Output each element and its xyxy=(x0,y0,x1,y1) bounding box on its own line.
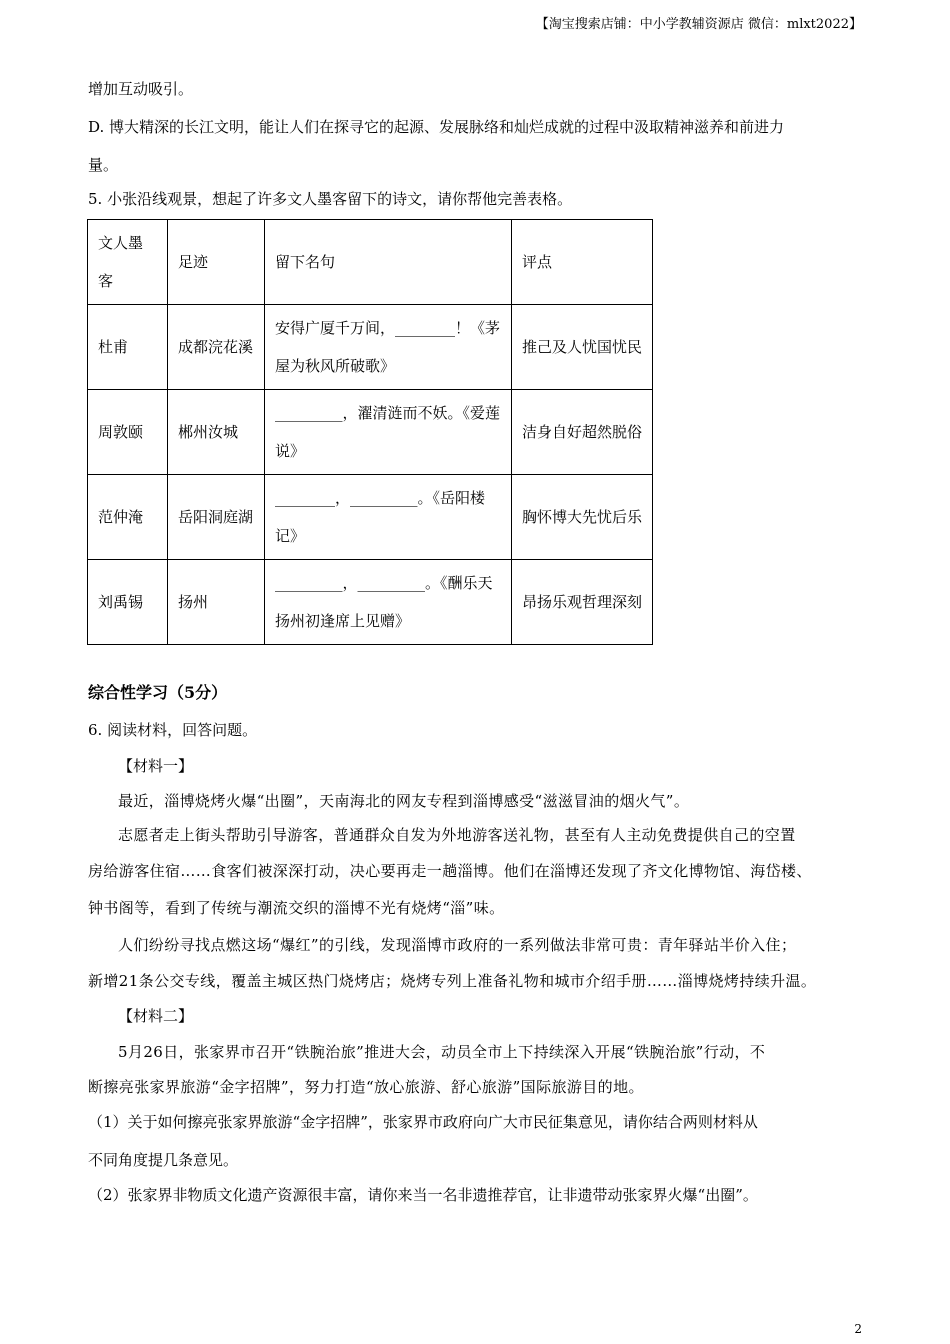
poet-cell: 杜甫 xyxy=(88,305,168,390)
sub-question-2: （2）张家界非物质文化遗产资源很丰富，请你来当一名非遗推荐官，让非遗带动张家界火爆“出圈”。 xyxy=(88,1186,758,1204)
table-row xyxy=(88,305,653,390)
comment-cell: 推己及人忧国忧民 xyxy=(512,305,653,390)
place-cell: 扬州 xyxy=(168,560,265,645)
material-line: 5月26日，张家界市召开“铁腕治旅”推进大会，动员全市上下持续深入开展“铁腕治旅”行动，不 xyxy=(118,1043,766,1061)
quote-cell: ________，_________。《岳阳楼记》 xyxy=(265,475,512,560)
poets-table xyxy=(87,219,653,645)
text-line: 量。 xyxy=(88,156,119,174)
material-2-title: 【材料二】 xyxy=(118,1007,194,1025)
comment-cell: 昂扬乐观哲理深刻 xyxy=(512,560,653,645)
quote-cell: 安得广厦千万间，________！《茅屋为秋风所破歌》 xyxy=(265,305,512,390)
table-header-row xyxy=(88,220,653,305)
comment-cell: 洁身自好超然脱俗 xyxy=(512,390,653,475)
header-cell: 留下名句 xyxy=(265,220,512,305)
place-cell: 郴州汝城 xyxy=(168,390,265,475)
poet-cell: 周敦颐 xyxy=(88,390,168,475)
material-line: 钟书阁等，看到了传统与潮流交织的淄博不光有烧烤“淄”味。 xyxy=(88,899,505,917)
sub-question-1-cont: 不同角度提几条意见。 xyxy=(88,1151,239,1169)
poet-cell: 刘禹锡 xyxy=(88,560,168,645)
header-cell: 足迹 xyxy=(168,220,265,305)
quote-cell: _________，_________。《酬乐天扬州初逢席上见赠》 xyxy=(265,560,512,645)
material-line: 志愿者走上街头帮助引导游客，普通群众自发为外地游客送礼物，甚至有人主动免费提供自己的空置 xyxy=(118,826,796,844)
material-line: 断擦亮张家界旅游“金字招牌”，努力打造“放心旅游、舒心旅游”国际旅游目的地。 xyxy=(88,1078,644,1096)
text-line: 增加互动吸引。 xyxy=(88,80,194,98)
comment-cell: 胸怀博大先忧后乐 xyxy=(512,475,653,560)
place-cell: 成都浣花溪 xyxy=(168,305,265,390)
header-cell: 文人墨客 xyxy=(88,220,168,305)
question-6-prompt: 6. 阅读材料，回答问题。 xyxy=(88,721,258,739)
quote-cell: _________，濯清涟而不妖。《爱莲说》 xyxy=(265,390,512,475)
sub-question-1: （1）关于如何擦亮张家界旅游“金字招牌”，张家界市政府向广大市民征集意见，请你结合两则材料从 xyxy=(88,1113,758,1131)
table-row xyxy=(88,390,653,475)
text-line: D. 博大精深的长江文明，能让人们在探寻它的起源、发展脉络和灿烂成就的过程中汲取精神滋养和前进力 xyxy=(88,118,785,136)
table-row xyxy=(88,475,653,560)
page-header: 【淘宝搜索店铺：中小学教辅资源店 微信：mlxt2022】 xyxy=(535,17,862,32)
poet-cell: 范仲淹 xyxy=(88,475,168,560)
material-line: 最近，淄博烧烤火爆“出圈”，天南海北的网友专程到淄博感受“滋滋冒油的烟火气”。 xyxy=(118,792,690,810)
question-5-prompt: 5. 小张沿线观景，想起了许多文人墨客留下的诗文，请你帮他完善表格。 xyxy=(88,190,573,208)
material-line: 房给游客住宿……食客们被深深打动，决心要再走一趟淄博。他们在淄博还发现了齐文化博物馆、海岱楼、 xyxy=(88,862,812,880)
place-cell: 岳阳洞庭湖 xyxy=(168,475,265,560)
material-line: 新增21条公交专线，覆盖主城区热门烧烤店；烧烤专列上准备礼物和城市介绍手册……淄博烧烤持续升温。 xyxy=(88,972,817,990)
material-1-title: 【材料一】 xyxy=(118,757,194,775)
material-line: 人们纷纷寻找点燃这场“爆红”的引线，发现淄博市政府的一系列做法非常可贵：青年驿站半价入住； xyxy=(118,936,797,954)
header-cell: 评点 xyxy=(512,220,653,305)
page-number: 2 xyxy=(854,1322,862,1336)
table-row xyxy=(88,560,653,645)
section-title: 综合性学习（5分） xyxy=(88,683,228,702)
